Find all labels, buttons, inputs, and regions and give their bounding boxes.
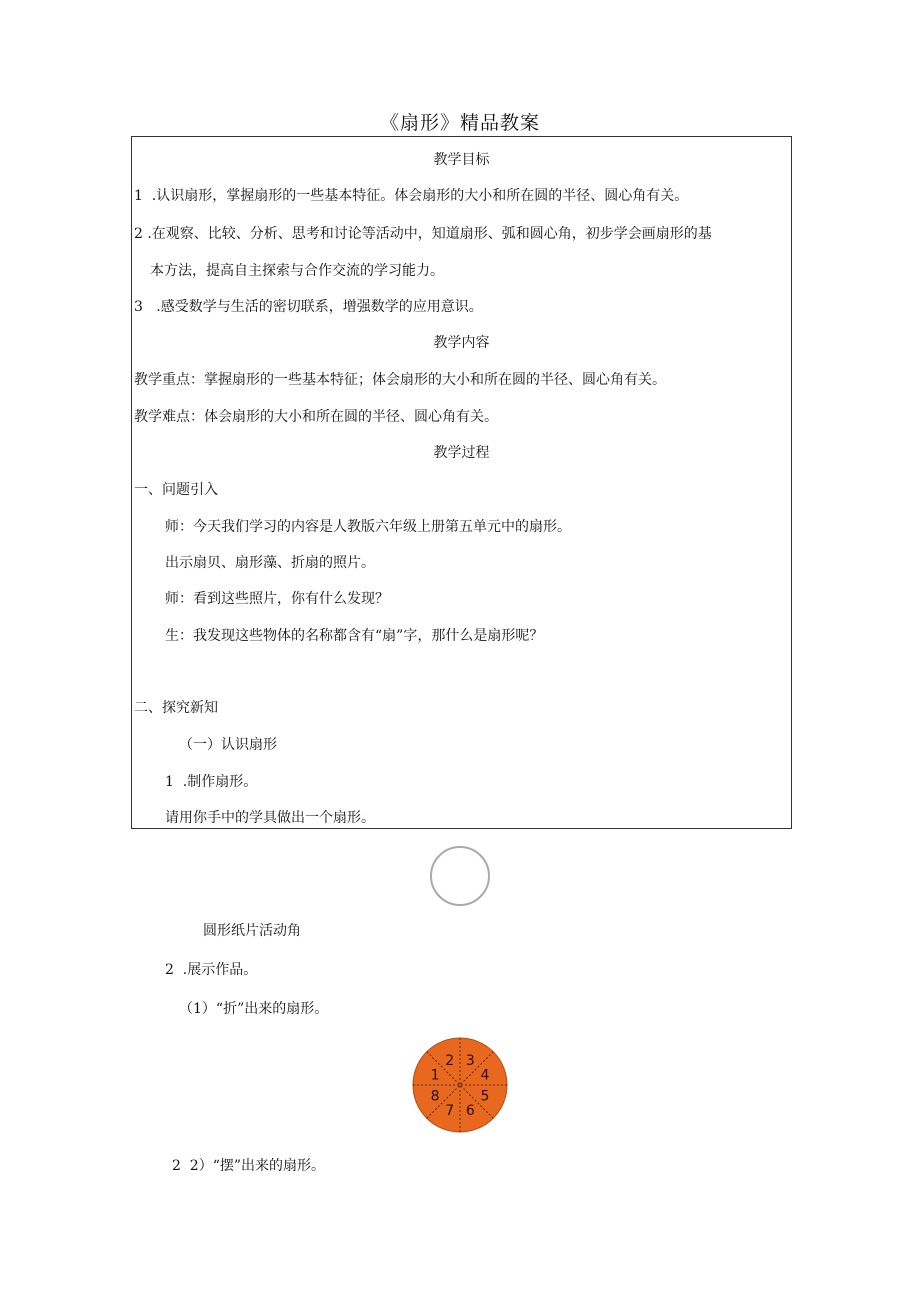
goal-1: 1 .认识扇形，掌握扇形的一些基本特征。体会扇形的大小和所在圆的半径、圆心角有关。 [134, 188, 689, 204]
sector-label: 5 [480, 1088, 490, 1105]
paragraph-1: 师：今天我们学习的内容是人教版六年级上册第五单元中的扇形。 [165, 519, 571, 535]
sector-label: 4 [480, 1067, 490, 1084]
content-heading: 教学内容 [433, 335, 490, 351]
folded-disc-svg [407, 1035, 513, 1135]
sector-label: 3 [465, 1053, 475, 1070]
process-heading: 教学过程 [433, 445, 490, 461]
goal-2-line2: 本方法，提高自主探索与合作交流的学习能力。 [150, 263, 444, 279]
paragraph-3: 师：看到这些照片，你有什么发现？ [165, 591, 389, 607]
part2-heading: 二、探究新知 [134, 700, 218, 716]
goal-2-line1: 2 .在观察、比较、分析、思考和讨论等活动中，知道扇形、弧和圆心角，初步学会画扇形的基 [134, 226, 712, 242]
document-title: 《扇形》精品教案 [379, 112, 540, 134]
step-2: 2 .展示作品。 [165, 962, 258, 978]
paragraph-4: 生：我发现这些物体的名称都含有“扇”字，那什么是扇形呢？ [165, 628, 544, 644]
sector-label: 2 [445, 1053, 455, 1070]
key-point: 教学重点：掌握扇形的一些基本特征；体会扇形的大小和所在圆的半径、圆心角有关。 [134, 372, 666, 388]
step-1-text: 请用你手中的学具做出一个扇形。 [165, 810, 375, 826]
sector-label: 6 [465, 1102, 475, 1119]
item-2: 2 2）“摆”出来的扇形。 [172, 1158, 326, 1174]
sector-label: 7 [445, 1102, 455, 1119]
sector-label: 8 [430, 1088, 440, 1105]
goal-3: 3 .感受数学与生活的密切联系，增强数学的应用意识。 [134, 299, 483, 315]
step-1: 1 .制作扇形。 [165, 774, 258, 790]
paragraph-2: 出示扇贝、扇形藻、折扇的照片。 [165, 555, 375, 571]
caption: 圆形纸片活动角 [203, 923, 301, 939]
paper-circle-image [430, 846, 490, 906]
folded-disc-image [407, 1035, 513, 1135]
item-1: （1）“折”出来的扇形。 [179, 1001, 329, 1017]
subsection-1: （一）认识扇形 [179, 737, 277, 753]
sector-label: 1 [430, 1067, 440, 1084]
difficult-point: 教学难点：体会扇形的大小和所在圆的半径、圆心角有关。 [134, 409, 498, 425]
goals-heading: 教学目标 [433, 152, 490, 168]
part1-heading: 一、问题引入 [134, 482, 218, 498]
